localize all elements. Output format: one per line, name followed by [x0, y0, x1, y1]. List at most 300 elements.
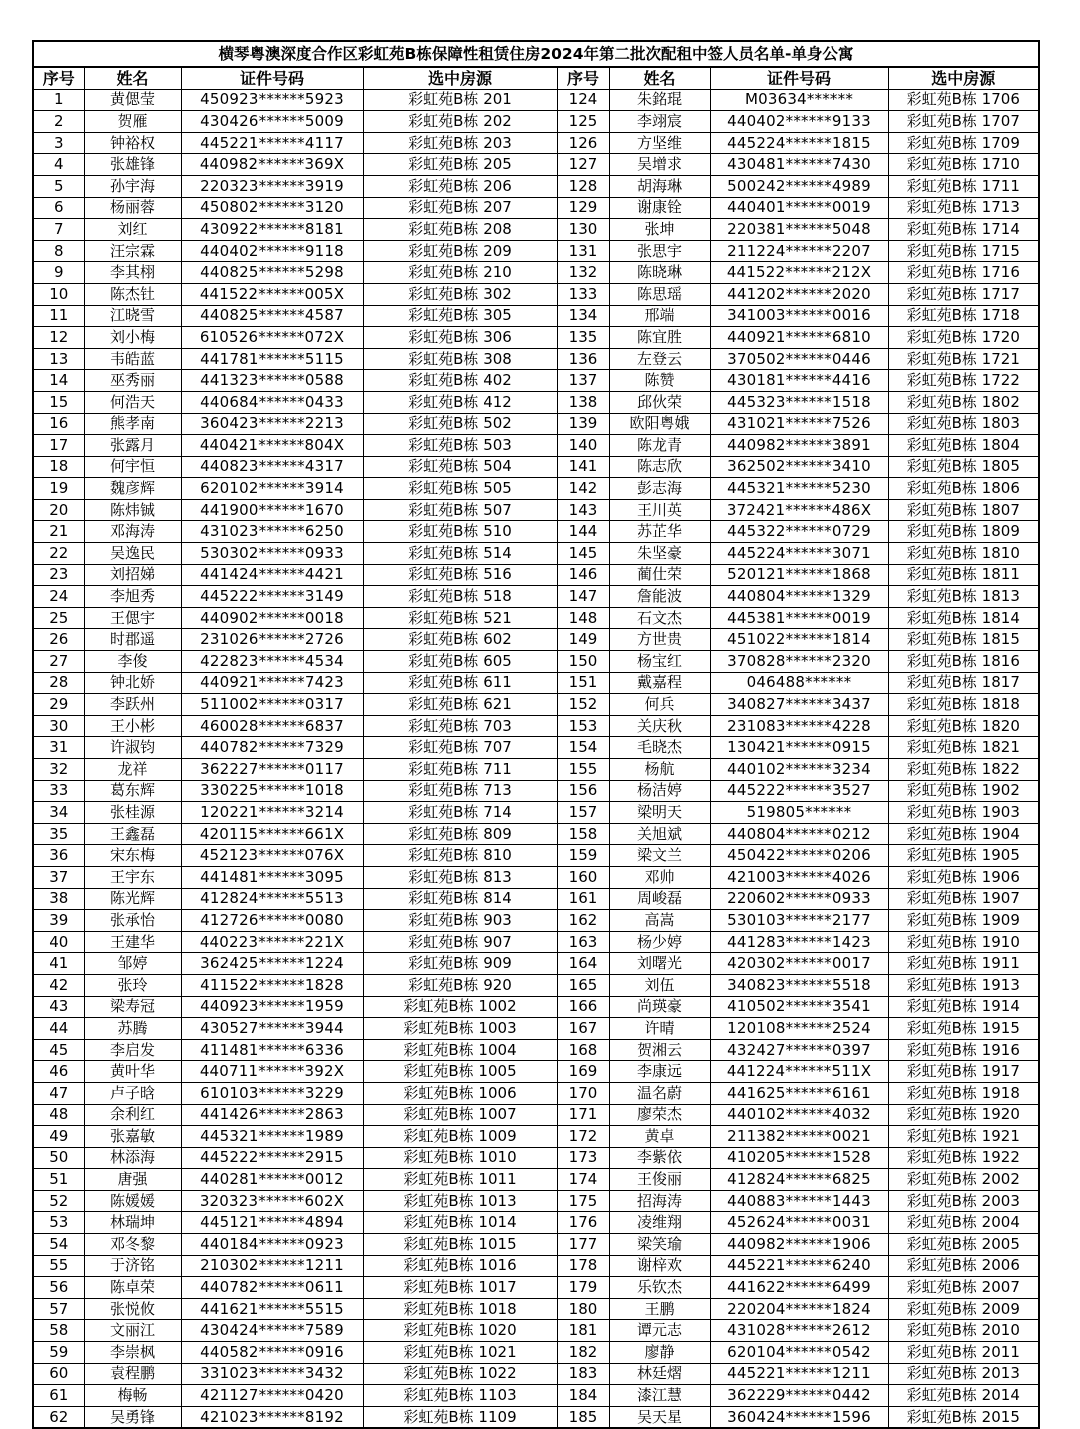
name-cell: 石文杰	[609, 607, 710, 629]
unit-cell: 彩虹苑B栋 1817	[888, 672, 1039, 694]
name-cell: 江晓雪	[84, 305, 181, 327]
document-title: 横琴粤澳深度合作区彩虹苑B栋保障性租赁住房2024年第二批次配租中签人员名单-单身公寓	[32, 40, 1040, 66]
name-cell: 尚瑛豪	[609, 996, 710, 1018]
name-cell: 巫秀丽	[84, 370, 181, 392]
seq-cell: 14	[33, 370, 84, 392]
name-cell: 凌维翔	[609, 1212, 710, 1234]
name-cell: 钟裕权	[84, 132, 181, 154]
table-row	[33, 780, 1039, 802]
unit-cell: 彩虹苑B栋 1004	[363, 1039, 557, 1061]
id-number-cell: 441781******5115	[181, 348, 363, 370]
name-cell: 杨丽蓉	[84, 197, 181, 219]
id-number-cell: 445321******5230	[710, 478, 888, 500]
unit-cell: 彩虹苑B栋 205	[363, 154, 557, 176]
seq-cell: 49	[33, 1126, 84, 1148]
name-cell: 陈赞	[609, 370, 710, 392]
name-cell: 张玲	[84, 974, 181, 996]
unit-cell: 彩虹苑B栋 2004	[888, 1212, 1039, 1234]
seq-cell: 1	[33, 89, 84, 111]
seq-cell: 19	[33, 478, 84, 500]
id-number-cell: 441621******5515	[181, 1298, 363, 1320]
table-row	[33, 197, 1039, 219]
name-cell: 何兵	[609, 694, 710, 716]
seq-cell: 143	[557, 499, 609, 521]
table-row	[33, 715, 1039, 737]
id-number-cell: 441283******1423	[710, 931, 888, 953]
id-number-cell: 610103******3229	[181, 1082, 363, 1104]
header-name: 姓名	[609, 67, 710, 89]
unit-cell: 彩虹苑B栋 1022	[363, 1363, 557, 1385]
seq-cell: 127	[557, 154, 609, 176]
id-number-cell: 360424******1596	[710, 1406, 888, 1428]
seq-cell: 170	[557, 1082, 609, 1104]
seq-cell: 30	[33, 715, 84, 737]
name-cell: 梁明天	[609, 802, 710, 824]
header-unit: 选中房源	[888, 67, 1039, 89]
name-cell: 杨洁婷	[609, 780, 710, 802]
unit-cell: 彩虹苑B栋 502	[363, 413, 557, 435]
seq-cell: 125	[557, 111, 609, 133]
table-row	[33, 305, 1039, 327]
seq-cell: 177	[557, 1234, 609, 1256]
id-number-cell: 445222******2915	[181, 1147, 363, 1169]
unit-cell: 彩虹苑B栋 711	[363, 759, 557, 781]
id-number-cell: 440902******0018	[181, 607, 363, 629]
unit-cell: 彩虹苑B栋 809	[363, 823, 557, 845]
unit-cell: 彩虹苑B栋 1014	[363, 1212, 557, 1234]
seq-cell: 148	[557, 607, 609, 629]
name-cell: 刘伍	[609, 974, 710, 996]
id-number-cell: 362229******0442	[710, 1385, 888, 1407]
seq-cell: 183	[557, 1363, 609, 1385]
unit-cell: 彩虹苑B栋 1016	[363, 1255, 557, 1277]
unit-cell: 彩虹苑B栋 1820	[888, 715, 1039, 737]
table-row	[33, 1039, 1039, 1061]
seq-cell: 15	[33, 391, 84, 413]
name-cell: 张嘉敏	[84, 1126, 181, 1148]
header-id-number: 证件号码	[181, 67, 363, 89]
unit-cell: 彩虹苑B栋 1005	[363, 1061, 557, 1083]
id-number-cell: 620104******0542	[710, 1342, 888, 1364]
name-cell: 吴天星	[609, 1406, 710, 1428]
unit-cell: 彩虹苑B栋 1814	[888, 607, 1039, 629]
id-number-cell: 430426******5009	[181, 111, 363, 133]
name-cell: 方坚维	[609, 132, 710, 154]
seq-cell: 4	[33, 154, 84, 176]
name-cell: 黄偲莹	[84, 89, 181, 111]
unit-cell: 彩虹苑B栋 516	[363, 564, 557, 586]
id-number-cell: 412824******5513	[181, 888, 363, 910]
seq-cell: 147	[557, 586, 609, 608]
name-cell: 陈卓荣	[84, 1277, 181, 1299]
name-cell: 邹婷	[84, 953, 181, 975]
id-number-cell: 431023******6250	[181, 521, 363, 543]
table-row	[33, 931, 1039, 953]
id-number-cell: 130421******0915	[710, 737, 888, 759]
unit-cell: 彩虹苑B栋 1711	[888, 175, 1039, 197]
unit-cell: 彩虹苑B栋 1017	[363, 1277, 557, 1299]
id-number-cell: 331023******3432	[181, 1363, 363, 1385]
id-number-cell: 220381******5048	[710, 219, 888, 241]
name-cell: 李康远	[609, 1061, 710, 1083]
id-number-cell: 046488******	[710, 672, 888, 694]
name-cell: 陈光辉	[84, 888, 181, 910]
table-row	[33, 543, 1039, 565]
seq-cell: 10	[33, 283, 84, 305]
name-cell: 关庆秋	[609, 715, 710, 737]
id-number-cell: 430922******8181	[181, 219, 363, 241]
id-number-cell: 430181******4416	[710, 370, 888, 392]
table-row	[33, 1018, 1039, 1040]
name-cell: 李其栩	[84, 262, 181, 284]
seq-cell: 126	[557, 132, 609, 154]
name-cell: 苏腾	[84, 1018, 181, 1040]
name-cell: 李跃州	[84, 694, 181, 716]
seq-cell: 35	[33, 823, 84, 845]
seq-cell: 156	[557, 780, 609, 802]
unit-cell: 彩虹苑B栋 1914	[888, 996, 1039, 1018]
table-row	[33, 348, 1039, 370]
table-row	[33, 391, 1039, 413]
seq-cell: 17	[33, 435, 84, 457]
seq-cell: 45	[33, 1039, 84, 1061]
seq-cell: 150	[557, 651, 609, 673]
id-number-cell: 441424******4421	[181, 564, 363, 586]
id-number-cell: 445221******4117	[181, 132, 363, 154]
seq-cell: 168	[557, 1039, 609, 1061]
name-cell: 张承怡	[84, 910, 181, 932]
unit-cell: 彩虹苑B栋 703	[363, 715, 557, 737]
id-number-cell: 440711******392X	[181, 1061, 363, 1083]
name-cell: 孙宇海	[84, 175, 181, 197]
unit-cell: 彩虹苑B栋 1816	[888, 651, 1039, 673]
id-number-cell: 440582******0916	[181, 1342, 363, 1364]
id-number-cell: 452123******076X	[181, 845, 363, 867]
table-row	[33, 953, 1039, 975]
table-row	[33, 1061, 1039, 1083]
seq-cell: 134	[557, 305, 609, 327]
id-number-cell: 441522******212X	[710, 262, 888, 284]
id-number-cell: 440102******3234	[710, 759, 888, 781]
id-number-cell: 440804******0212	[710, 823, 888, 845]
table-row	[33, 327, 1039, 349]
seq-cell: 159	[557, 845, 609, 867]
name-cell: 张思宇	[609, 240, 710, 262]
unit-cell: 彩虹苑B栋 507	[363, 499, 557, 521]
id-number-cell: 210302******1211	[181, 1255, 363, 1277]
seq-cell: 62	[33, 1406, 84, 1428]
id-number-cell: 440982******1906	[710, 1234, 888, 1256]
id-number-cell: 520121******1868	[710, 564, 888, 586]
name-cell: 李崇枫	[84, 1342, 181, 1364]
table-row	[33, 456, 1039, 478]
name-cell: 谭元志	[609, 1320, 710, 1342]
seq-cell: 151	[557, 672, 609, 694]
table-row	[33, 1104, 1039, 1126]
name-cell: 谢康铨	[609, 197, 710, 219]
seq-cell: 42	[33, 974, 84, 996]
id-number-cell: 440281******0012	[181, 1169, 363, 1191]
name-cell: 陈杰钍	[84, 283, 181, 305]
unit-cell: 彩虹苑B栋 1804	[888, 435, 1039, 457]
unit-cell: 彩虹苑B栋 1918	[888, 1082, 1039, 1104]
unit-cell: 彩虹苑B栋 1922	[888, 1147, 1039, 1169]
id-number-cell: 372421******486X	[710, 499, 888, 521]
seq-cell: 9	[33, 262, 84, 284]
table-row	[33, 111, 1039, 133]
table-row	[33, 370, 1039, 392]
header-id-number: 证件号码	[710, 67, 888, 89]
table-row	[33, 823, 1039, 845]
name-cell: 宋东梅	[84, 845, 181, 867]
unit-cell: 彩虹苑B栋 1904	[888, 823, 1039, 845]
id-number-cell: 440921******7423	[181, 672, 363, 694]
id-number-cell: 410205******1528	[710, 1147, 888, 1169]
id-number-cell: 430527******3944	[181, 1018, 363, 1040]
id-number-cell: 500242******4989	[710, 175, 888, 197]
seq-cell: 54	[33, 1234, 84, 1256]
id-number-cell: 440883******1443	[710, 1190, 888, 1212]
id-number-cell: 441900******1670	[181, 499, 363, 521]
name-cell: 胡海琳	[609, 175, 710, 197]
name-cell: 彭志海	[609, 478, 710, 500]
seq-cell: 8	[33, 240, 84, 262]
seq-cell: 128	[557, 175, 609, 197]
id-number-cell: 211382******0021	[710, 1126, 888, 1148]
name-cell: 杨航	[609, 759, 710, 781]
id-number-cell: 370828******2320	[710, 651, 888, 673]
name-cell: 龙祥	[84, 759, 181, 781]
id-number-cell: 440982******3891	[710, 435, 888, 457]
id-number-cell: 440223******221X	[181, 931, 363, 953]
seq-cell: 31	[33, 737, 84, 759]
name-cell: 于济铭	[84, 1255, 181, 1277]
id-number-cell: 421127******0420	[181, 1385, 363, 1407]
seq-cell: 38	[33, 888, 84, 910]
seq-cell: 20	[33, 499, 84, 521]
unit-cell: 彩虹苑B栋 1706	[888, 89, 1039, 111]
name-cell: 刘招娣	[84, 564, 181, 586]
name-cell: 左登云	[609, 348, 710, 370]
id-number-cell: 445323******1518	[710, 391, 888, 413]
name-cell: 欧阳粤娥	[609, 413, 710, 435]
seq-cell: 164	[557, 953, 609, 975]
seq-cell: 165	[557, 974, 609, 996]
unit-cell: 彩虹苑B栋 1803	[888, 413, 1039, 435]
id-number-cell: 440401******0019	[710, 197, 888, 219]
id-number-cell: 445321******1989	[181, 1126, 363, 1148]
name-cell: 钟北娇	[84, 672, 181, 694]
unit-cell: 彩虹苑B栋 2005	[888, 1234, 1039, 1256]
seq-cell: 41	[33, 953, 84, 975]
name-cell: 毛晓杰	[609, 737, 710, 759]
id-number-cell: 411481******6336	[181, 1039, 363, 1061]
seq-cell: 23	[33, 564, 84, 586]
id-number-cell: 432427******0397	[710, 1039, 888, 1061]
name-cell: 李旭秀	[84, 586, 181, 608]
id-number-cell: 120108******2524	[710, 1018, 888, 1040]
unit-cell: 彩虹苑B栋 813	[363, 866, 557, 888]
unit-cell: 彩虹苑B栋 1902	[888, 780, 1039, 802]
unit-cell: 彩虹苑B栋 203	[363, 132, 557, 154]
seq-cell: 169	[557, 1061, 609, 1083]
id-number-cell: 370502******0446	[710, 348, 888, 370]
id-number-cell: 440782******0611	[181, 1277, 363, 1299]
unit-cell: 彩虹苑B栋 505	[363, 478, 557, 500]
name-cell: 陈龙青	[609, 435, 710, 457]
table-row	[33, 219, 1039, 241]
unit-cell: 彩虹苑B栋 1010	[363, 1147, 557, 1169]
seq-cell: 166	[557, 996, 609, 1018]
name-cell: 刘小梅	[84, 327, 181, 349]
table-row	[33, 1298, 1039, 1320]
seq-cell: 37	[33, 866, 84, 888]
unit-cell: 彩虹苑B栋 1916	[888, 1039, 1039, 1061]
seq-cell: 29	[33, 694, 84, 716]
seq-cell: 47	[33, 1082, 84, 1104]
name-cell: 张露月	[84, 435, 181, 457]
name-cell: 周峻磊	[609, 888, 710, 910]
unit-cell: 彩虹苑B栋 518	[363, 586, 557, 608]
unit-cell: 彩虹苑B栋 1006	[363, 1082, 557, 1104]
table-row	[33, 413, 1039, 435]
id-number-cell: 440804******1329	[710, 586, 888, 608]
seq-cell: 179	[557, 1277, 609, 1299]
unit-cell: 彩虹苑B栋 1806	[888, 478, 1039, 500]
seq-cell: 149	[557, 629, 609, 651]
id-number-cell: 410502******3541	[710, 996, 888, 1018]
unit-cell: 彩虹苑B栋 2006	[888, 1255, 1039, 1277]
id-number-cell: 530103******2177	[710, 910, 888, 932]
name-cell: 陈思瑶	[609, 283, 710, 305]
seq-cell: 124	[557, 89, 609, 111]
unit-cell: 彩虹苑B栋 1013	[363, 1190, 557, 1212]
name-cell: 朱銘琨	[609, 89, 710, 111]
unit-cell: 彩虹苑B栋 1807	[888, 499, 1039, 521]
name-cell: 招海涛	[609, 1190, 710, 1212]
unit-cell: 彩虹苑B栋 1715	[888, 240, 1039, 262]
seq-cell: 11	[33, 305, 84, 327]
name-cell: 陈志欣	[609, 456, 710, 478]
name-cell: 苏芷华	[609, 521, 710, 543]
id-number-cell: 431028******2612	[710, 1320, 888, 1342]
unit-cell: 彩虹苑B栋 602	[363, 629, 557, 651]
id-number-cell: 450802******3120	[181, 197, 363, 219]
seq-cell: 7	[33, 219, 84, 241]
seq-cell: 48	[33, 1104, 84, 1126]
seq-cell: 33	[33, 780, 84, 802]
name-cell: 张雄锋	[84, 154, 181, 176]
name-cell: 王宇东	[84, 866, 181, 888]
seq-cell: 46	[33, 1061, 84, 1083]
name-cell: 邱伙荣	[609, 391, 710, 413]
unit-cell: 彩虹苑B栋 1920	[888, 1104, 1039, 1126]
seq-cell: 173	[557, 1147, 609, 1169]
unit-cell: 彩虹苑B栋 1903	[888, 802, 1039, 824]
seq-cell: 160	[557, 866, 609, 888]
unit-cell: 彩虹苑B栋 514	[363, 543, 557, 565]
name-cell: 陈炜铖	[84, 499, 181, 521]
table-row	[33, 1277, 1039, 1299]
id-number-cell: 420302******0017	[710, 953, 888, 975]
unit-cell: 彩虹苑B栋 1011	[363, 1169, 557, 1191]
table-row	[33, 1363, 1039, 1385]
name-cell: 贺雁	[84, 111, 181, 133]
name-cell: 何宇恒	[84, 456, 181, 478]
seq-cell: 21	[33, 521, 84, 543]
table-row	[33, 1147, 1039, 1169]
unit-cell: 彩虹苑B栋 1915	[888, 1018, 1039, 1040]
table-row	[33, 996, 1039, 1018]
id-number-cell: 440921******6810	[710, 327, 888, 349]
id-number-cell: 421023******8192	[181, 1406, 363, 1428]
unit-cell: 彩虹苑B栋 1015	[363, 1234, 557, 1256]
seq-cell: 22	[33, 543, 84, 565]
table-row	[33, 1234, 1039, 1256]
unit-cell: 彩虹苑B栋 1021	[363, 1342, 557, 1364]
unit-cell: 彩虹苑B栋 605	[363, 651, 557, 673]
name-cell: 林瑞坤	[84, 1212, 181, 1234]
table-row	[33, 1385, 1039, 1407]
id-number-cell: 340827******3437	[710, 694, 888, 716]
unit-cell: 彩虹苑B栋 810	[363, 845, 557, 867]
unit-cell: 彩虹苑B栋 1821	[888, 737, 1039, 759]
header-unit: 选中房源	[363, 67, 557, 89]
name-cell: 梅畅	[84, 1385, 181, 1407]
table-row	[33, 974, 1039, 996]
name-cell: 张桂源	[84, 802, 181, 824]
name-cell: 袁程鹏	[84, 1363, 181, 1385]
id-number-cell: 412726******0080	[181, 910, 363, 932]
name-cell: 吴增求	[609, 154, 710, 176]
name-cell: 邓海涛	[84, 521, 181, 543]
unit-cell: 彩虹苑B栋 1002	[363, 996, 557, 1018]
seq-cell: 51	[33, 1169, 84, 1191]
unit-cell: 彩虹苑B栋 1810	[888, 543, 1039, 565]
unit-cell: 彩虹苑B栋 1718	[888, 305, 1039, 327]
name-cell: 蔺仕荣	[609, 564, 710, 586]
name-cell: 刘红	[84, 219, 181, 241]
seq-cell: 44	[33, 1018, 84, 1040]
seq-cell: 171	[557, 1104, 609, 1126]
seq-cell: 130	[557, 219, 609, 241]
unit-cell: 彩虹苑B栋 1802	[888, 391, 1039, 413]
name-cell: 王鹏	[609, 1298, 710, 1320]
id-number-cell: 441426******2863	[181, 1104, 363, 1126]
name-cell: 林添海	[84, 1147, 181, 1169]
unit-cell: 彩虹苑B栋 209	[363, 240, 557, 262]
id-number-cell: 445222******3527	[710, 780, 888, 802]
name-cell: 卢子晗	[84, 1082, 181, 1104]
id-number-cell: 420115******661X	[181, 823, 363, 845]
seq-cell: 172	[557, 1126, 609, 1148]
name-cell: 许晴	[609, 1018, 710, 1040]
name-cell: 李俊	[84, 651, 181, 673]
id-number-cell: 441481******3095	[181, 866, 363, 888]
seq-cell: 25	[33, 607, 84, 629]
id-number-cell: 511002******0317	[181, 694, 363, 716]
unit-cell: 彩虹苑B栋 611	[363, 672, 557, 694]
name-cell: 王小彬	[84, 715, 181, 737]
id-number-cell: 231083******4228	[710, 715, 888, 737]
seq-cell: 24	[33, 586, 84, 608]
table-row	[33, 629, 1039, 651]
table-row	[33, 759, 1039, 781]
table-row	[33, 262, 1039, 284]
name-cell: 何浩天	[84, 391, 181, 413]
unit-cell: 彩虹苑B栋 1710	[888, 154, 1039, 176]
id-number-cell: 441202******2020	[710, 283, 888, 305]
